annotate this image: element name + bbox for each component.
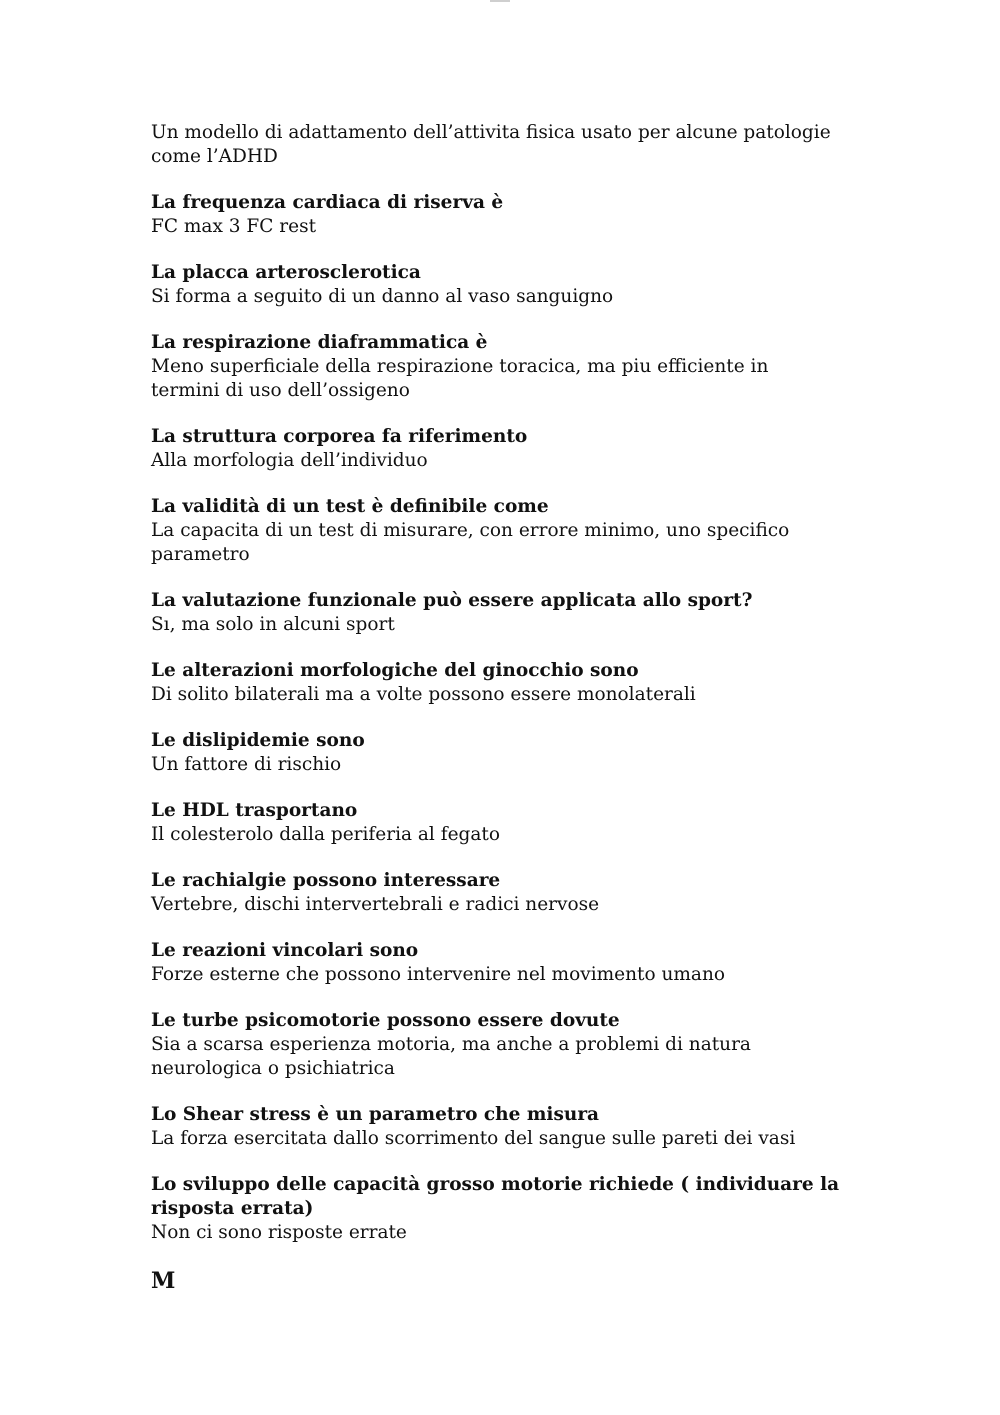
answer: Meno superficiale della respirazione toracica, ma piu efficiente in termini di uso dell’ossigeno xyxy=(151,356,769,401)
section-letter: M xyxy=(151,1268,176,1294)
answer: Vertebre, dischi intervertebrali e radici nervose xyxy=(151,894,600,915)
intro-answer: Un modello di adattamento dell’attivita fisica usato per alcune patologie come l’ADHD xyxy=(151,122,831,167)
question: La respirazione diaframmatica è xyxy=(151,332,488,353)
answer: La forza esercitata dallo scorrimento del sangue sulle pareti dei vasi xyxy=(151,1128,796,1149)
document-body xyxy=(151,121,851,1295)
question: La struttura corporea fa riferimento xyxy=(151,426,528,447)
qa-item xyxy=(151,729,851,777)
qa-item xyxy=(151,1009,851,1081)
qa-item xyxy=(151,589,851,637)
answer: Alla morfologia dell’individuo xyxy=(151,450,428,471)
qa-item xyxy=(151,1173,851,1245)
answer: Sia a scarsa esperienza motoria, ma anche a problemi di natura neurologica o psichiatrica xyxy=(151,1034,751,1079)
answer: Un fattore di rischio xyxy=(151,754,342,775)
qa-item xyxy=(151,331,851,403)
qa-item xyxy=(151,261,851,309)
question: Lo Shear stress è un parametro che misura xyxy=(151,1104,600,1125)
question: Le reazioni vincolari sono xyxy=(151,940,419,961)
question: Le turbe psicomotorie possono essere dovute xyxy=(151,1010,620,1031)
question: La valutazione funzionale può essere applicata allo sport? xyxy=(151,590,753,611)
question: La placca arterosclerotica xyxy=(151,262,421,283)
answer: Si forma a seguito di un danno al vaso sanguigno xyxy=(151,286,614,307)
answer: Non ci sono risposte errate xyxy=(151,1222,407,1243)
question: Le rachialgie possono interessare xyxy=(151,870,501,891)
question: Le dislipidemie sono xyxy=(151,730,365,751)
answer: Sı, ma solo in alcuni sport xyxy=(151,614,395,635)
qa-item xyxy=(151,939,851,987)
qa-item xyxy=(151,495,851,567)
answer: Di solito bilaterali ma a volte possono essere monolaterali xyxy=(151,684,696,705)
qa-item xyxy=(151,799,851,847)
answer: Forze esterne che possono intervenire nel movimento umano xyxy=(151,964,726,985)
qa-item xyxy=(151,659,851,707)
question: La frequenza cardiaca di riserva è xyxy=(151,192,504,213)
question: Le alterazioni morfologiche del ginocchio sono xyxy=(151,660,639,681)
qa-item xyxy=(151,1103,851,1151)
question: Lo sviluppo delle capacità grosso motorie richiede ( individuare la risposta errata) xyxy=(151,1174,840,1219)
answer: La capacita di un test di misurare, con errore minimo, uno specifico parametro xyxy=(151,520,790,565)
question: La validità di un test è definibile come xyxy=(151,496,549,517)
qa-item xyxy=(151,191,851,239)
qa-item xyxy=(151,425,851,473)
answer: Il colesterolo dalla periferia al fegato xyxy=(151,824,500,845)
page-header-mark xyxy=(490,0,510,2)
question: Le HDL trasportano xyxy=(151,800,358,821)
qa-item xyxy=(151,869,851,917)
answer: FC max 3 FC rest xyxy=(151,216,317,237)
